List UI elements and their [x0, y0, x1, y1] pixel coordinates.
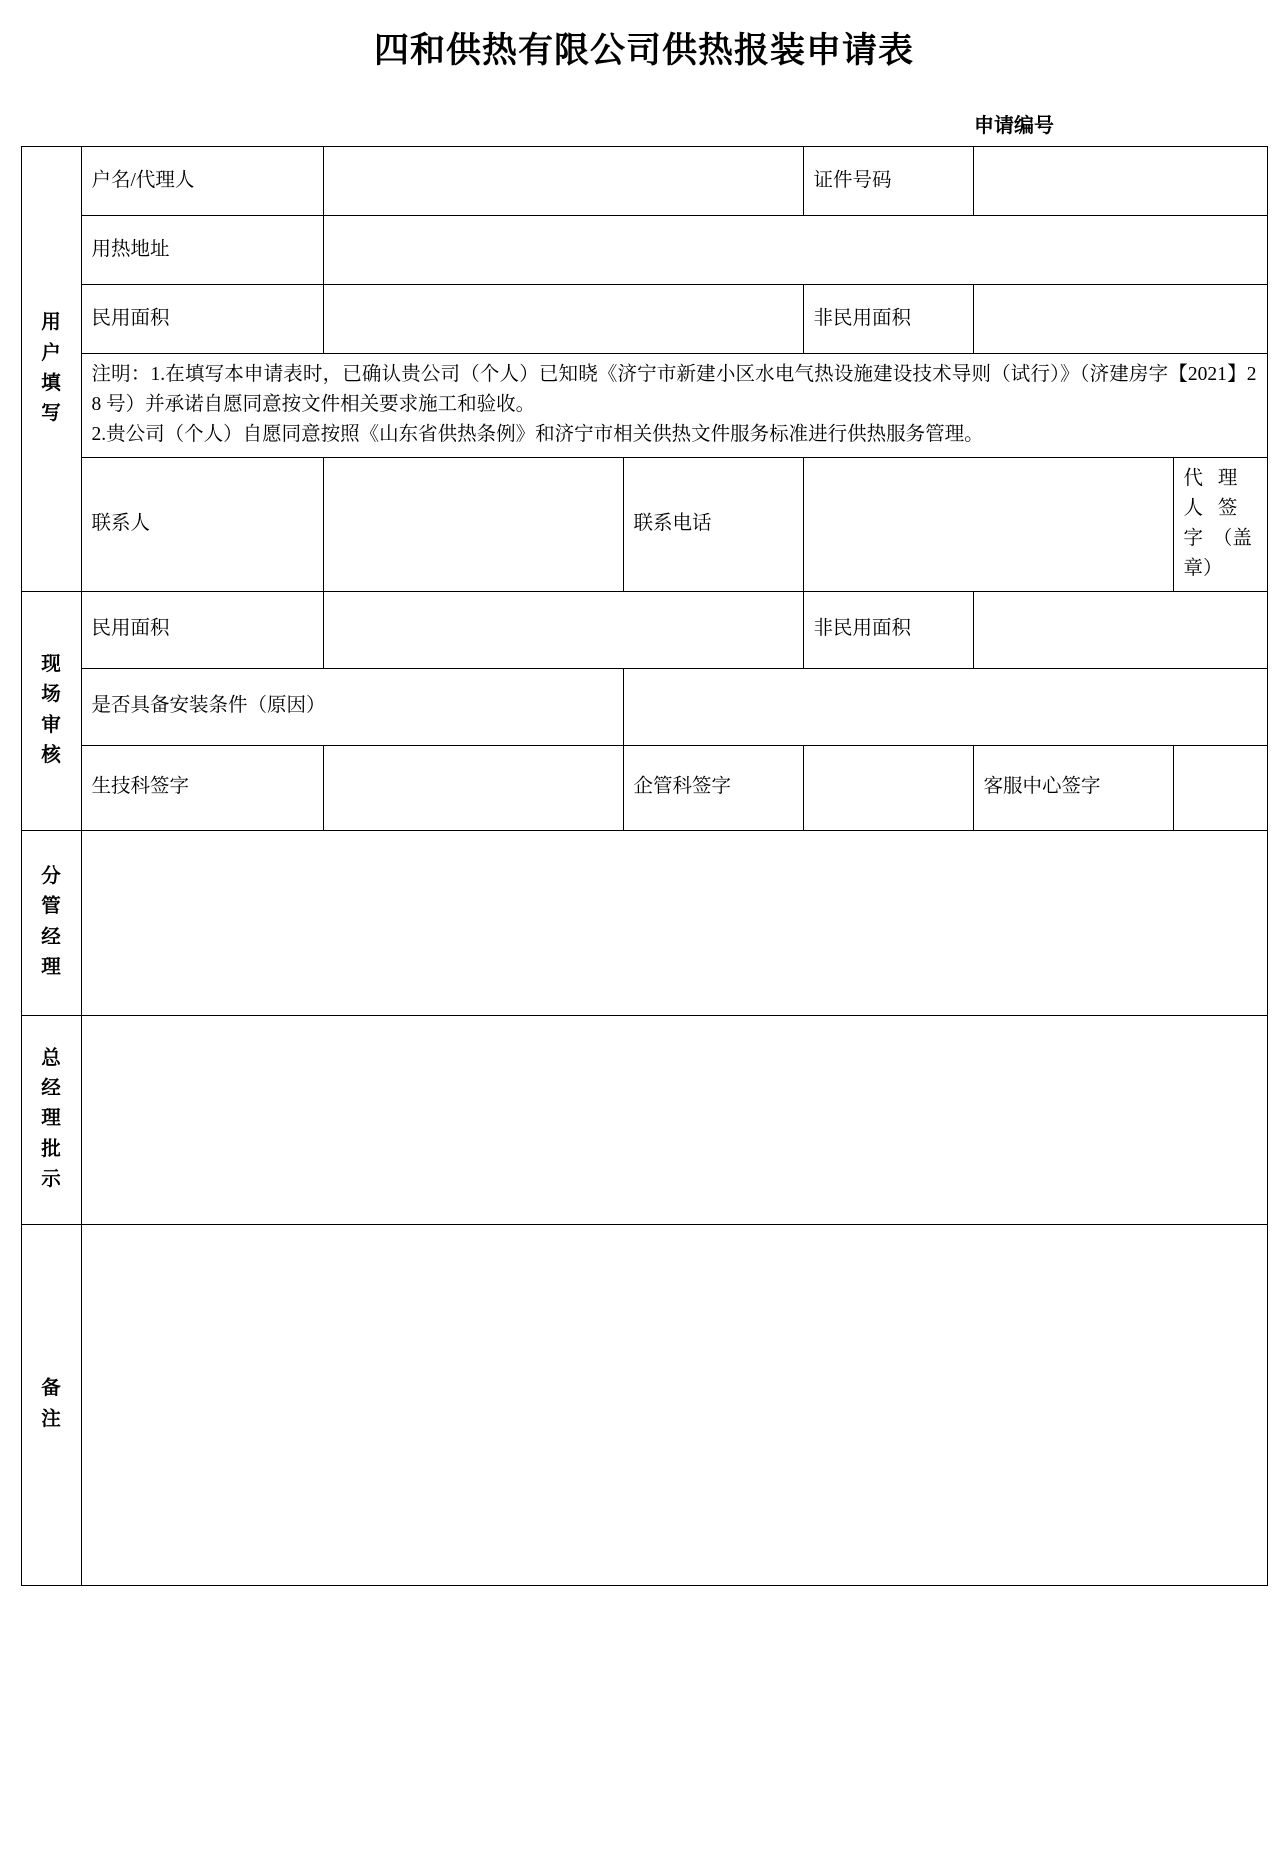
table-row: [21, 1015, 1267, 1224]
section-label-char: 填: [41, 372, 61, 394]
note-line-1: 注明：1.在填写本申请表时，已确认贵公司（个人）已知晓《济宁市新建小区水电气热设施建设技术导则（试行）》（济建房字【2021】28 号）并承诺自愿同意按文件相关要求施工和验收。: [91, 364, 1257, 416]
field-contact-person[interactable]: [323, 457, 623, 591]
section-label-char: 现: [41, 654, 61, 676]
table-row: [21, 745, 1267, 830]
section-label-char: 示: [41, 1168, 61, 1190]
table-row: [21, 668, 1267, 745]
note-line-2: 2.贵公司（个人）自愿同意按照《山东省供热条例》和济宁市相关供热文件服务标准进行供热服务管理。: [91, 424, 984, 446]
field-id-number[interactable]: [973, 147, 1267, 216]
label-review-noncivil-area: 非民用面积: [803, 591, 973, 668]
table-row: [21, 1224, 1267, 1585]
section-label-char: 用: [41, 312, 61, 334]
label-review-civil-area: 民用面积: [81, 591, 323, 668]
label-service-center-signature: 客服中心签字: [973, 745, 1173, 830]
section-header-site-review: [21, 591, 81, 830]
field-tech-dept-signature[interactable]: [323, 745, 623, 830]
section-label-char: 理: [41, 956, 61, 978]
label-tech-dept-signature: 生技科签字: [81, 745, 323, 830]
section-label-char: 经: [41, 1078, 61, 1100]
section-label-char: 备: [41, 1378, 61, 1400]
field-deputy-manager-comment[interactable]: [81, 830, 1267, 1015]
label-id-number: 证件号码: [803, 147, 973, 216]
section-header-deputy-manager: [21, 830, 81, 1015]
table-row: [21, 147, 1267, 216]
document-page: [0, 26, 1288, 1870]
section-label-char: 写: [41, 402, 61, 424]
section-label-char: 注: [41, 1408, 61, 1430]
table-row: [21, 457, 1267, 591]
table-row: [21, 354, 1267, 458]
section-label-char: 户: [41, 342, 61, 364]
table-row: [21, 591, 1267, 668]
field-enterprise-dept-signature[interactable]: [803, 745, 973, 830]
section-header-general-manager: [21, 1015, 81, 1224]
label-household-name: 户名/代理人: [81, 147, 323, 216]
label-agent-signature-line1: 代 理 人 签 字: [1183, 467, 1243, 550]
label-contact-person: 联系人: [81, 457, 323, 591]
label-civil-area: 民用面积: [81, 285, 323, 354]
label-install-condition: 是否具备安装条件（原因）: [81, 668, 623, 745]
field-service-center-signature[interactable]: [1173, 745, 1267, 830]
table-row: [21, 216, 1267, 285]
section-header-user-fill: [21, 147, 81, 592]
field-household-name[interactable]: [323, 147, 803, 216]
table-row: [21, 285, 1267, 354]
section-label-char: 核: [41, 744, 61, 766]
field-general-manager-comment[interactable]: [81, 1015, 1267, 1224]
label-noncivil-area: 非民用面积: [803, 285, 973, 354]
section-label-char: 场: [41, 684, 61, 706]
section-label-char: 理: [41, 1108, 61, 1130]
label-contact-phone: 联系电话: [623, 457, 803, 591]
application-form-table: [21, 146, 1268, 1586]
section-label-char: 批: [41, 1138, 61, 1160]
section-label-char: 分: [41, 866, 61, 888]
field-review-civil-area[interactable]: [323, 591, 803, 668]
section-label-char: 管: [41, 896, 61, 918]
section-header-remarks: [21, 1224, 81, 1585]
label-heating-address: 用热地址: [81, 216, 323, 285]
apply-number-label: 申请编号: [974, 115, 1054, 137]
field-remarks[interactable]: [81, 1224, 1267, 1585]
label-enterprise-dept-signature: 企管科签字: [623, 745, 803, 830]
label-agent-signature: [1173, 457, 1267, 591]
table-row: [21, 830, 1267, 1015]
note-block: [81, 354, 1267, 458]
field-civil-area[interactable]: [323, 285, 803, 354]
section-label-char: 经: [41, 926, 61, 948]
field-heating-address[interactable]: [323, 216, 1267, 285]
field-contact-phone[interactable]: [803, 457, 1173, 591]
field-install-condition[interactable]: [623, 668, 1267, 745]
section-label-char: 总: [41, 1047, 61, 1069]
label-agent-signature-line2: （盖章）: [1183, 528, 1252, 580]
field-noncivil-area[interactable]: [973, 285, 1267, 354]
page-title: 四和供热有限公司供热报装申请表: [373, 31, 914, 70]
field-review-noncivil-area[interactable]: [973, 591, 1267, 668]
section-label-char: 审: [41, 714, 61, 736]
